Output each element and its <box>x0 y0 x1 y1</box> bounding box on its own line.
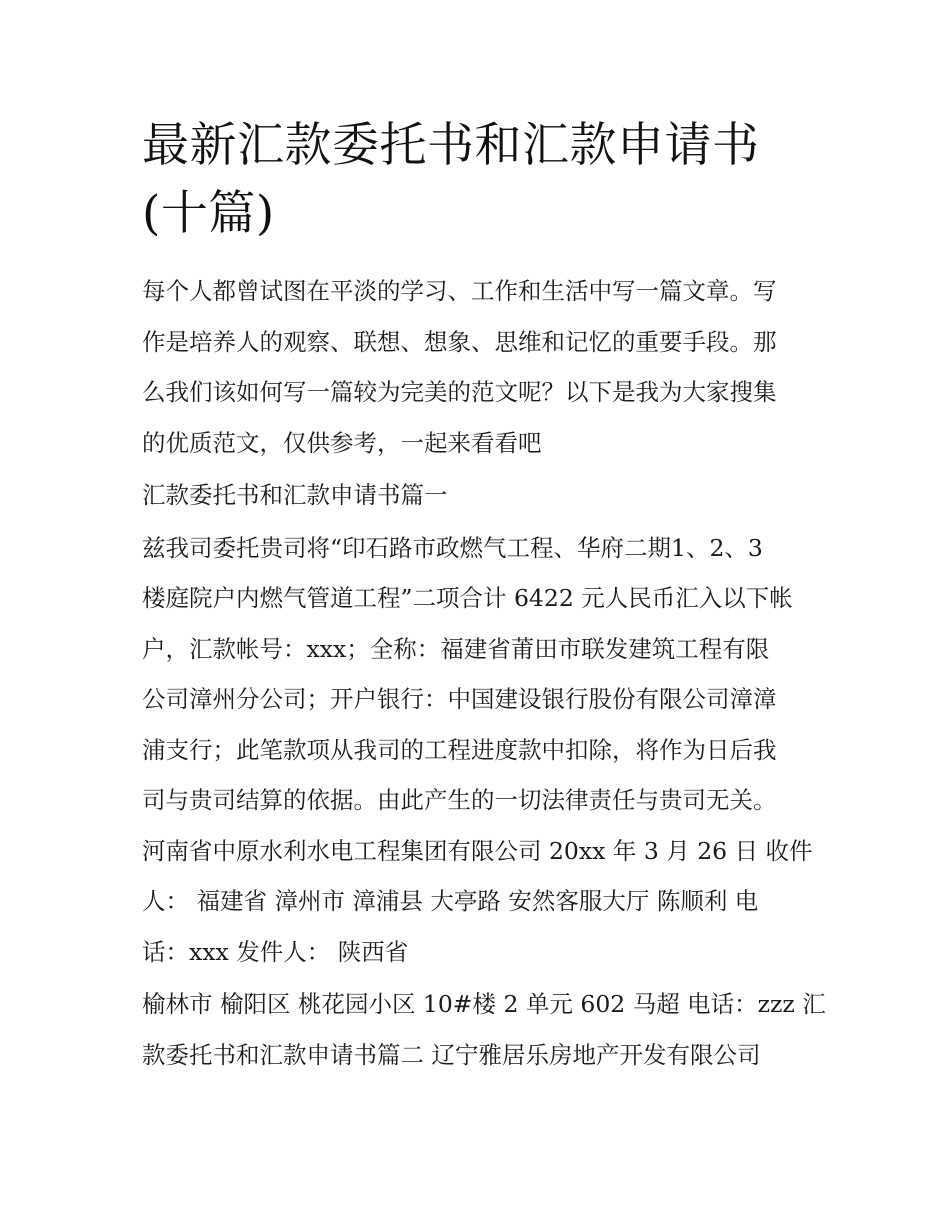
body-line: 户，汇款帐号：xxx；全称：福建省莆田市联发建筑工程有限 <box>142 634 770 663</box>
title-line-1: 最新汇款委托书和汇款申请书 <box>142 118 760 173</box>
body-line: 公司漳州分公司；开户银行：中国建设银行股份有限公司漳漳 <box>142 685 777 713</box>
body-line: 河南省中原水利水电工程集团有限公司 20xx 年 3 月 26 日 收件 <box>142 836 813 865</box>
tail-paragraph <box>142 979 826 1080</box>
body-line: 浦支行；此笔款项从我司的工程进度款中扣除，将作为日后我 <box>142 735 777 764</box>
body-paragraph <box>142 523 822 978</box>
body-line: 人： 福建省 漳州市 漳浦县 大亭路 安然客服大厅 陈顺利 电 <box>142 887 759 915</box>
intro-line: 作是培养人的观察、联想、想象、思维和记忆的重要手段。那 <box>142 327 777 356</box>
intro-line: 么我们该如何写一篇较为完美的范文呢？以下是我为大家搜集 <box>142 378 777 406</box>
section-heading <box>142 470 822 521</box>
body-line: 兹我司委托贵司将“印石路市政燃气工程、华府二期1、2、3 <box>142 533 763 562</box>
title-line-2: (十篇) <box>142 186 275 241</box>
intro-line: 的优质范文，仅供参考，一起来看看吧 <box>142 428 542 457</box>
document-page <box>142 112 826 1080</box>
body-line: 楼庭院户内燃气管道工程”二项合计 6422 元人民币汇入以下帐 <box>142 584 793 612</box>
tail-line: 榆林市 榆阳区 桃花园小区 10#楼 2 单元 602 马超 电话：zzz 汇 <box>142 990 826 1018</box>
body-line: 司与贵司结算的依据。由此产生的一切法律责任与贵司无关。 <box>142 786 777 814</box>
document-title <box>142 112 822 248</box>
body-line: 话：xxx 发件人： 陕西省 <box>142 937 409 966</box>
intro-line: 每个人都曾试图在平淡的学习、工作和生活中写一篇文章。写 <box>142 277 777 305</box>
section-heading-text: 汇款委托书和汇款申请书篇一 <box>142 481 448 509</box>
tail-line: 款委托书和汇款申请书篇二 辽宁雅居乐房地产开发有限公司 <box>142 1040 761 1069</box>
intro-paragraph <box>142 266 822 468</box>
